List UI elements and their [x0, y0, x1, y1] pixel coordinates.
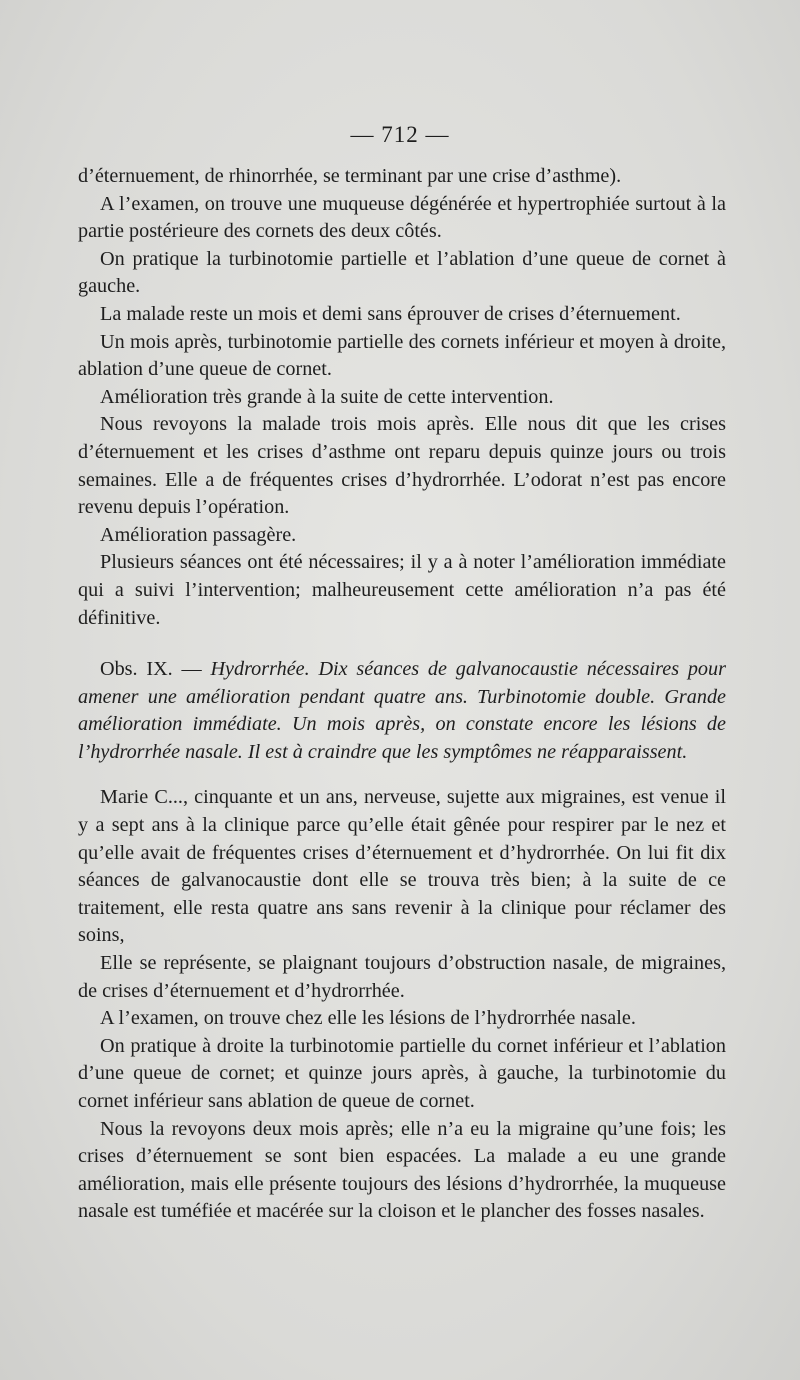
paragraph: La malade reste un mois et demi sans éprouver de crises d’éternuement.	[100, 302, 681, 325]
paragraph: Amélioration très grande à la suite de cette intervention.	[100, 385, 554, 408]
observation-summary: Hydrorrhée. Dix séances de galvanocaustie nécessaires pour amener une amélioration pendant quatre ans. Turbinotomie double. Grande amélioration immédiate. Un mois après, on constate encore les lésions de l’hydrorrhée nasale. Il est à craindre que les symptômes ne réapparaissent.	[78, 658, 726, 763]
paragraph: On pratique la turbinotomie partielle et l’ablation d’une queue de cornet à gauche.	[78, 247, 726, 298]
page-body	[78, 163, 726, 1226]
paragraph: d’éternuement, de rhinorrhée, se terminant par une crise d’asthme).	[78, 165, 622, 187]
paragraph: Nous la revoyons deux mois après; elle n’a eu la migraine qu’une fois; les crises d’éternuement se sont bien espacées. La malade a eu une grande amélioration, mais elle présente toujours des lésions d’hydrorrhée, la muqueuse nasale est tuméfiée et macérée sur la cloison et le plancher des fosses nasales.	[78, 1117, 726, 1223]
paragraph: Plusieurs séances ont été nécessaires; il y a à noter l’amélioration immédiate qui a suivi l’intervention; malheureusement cette amélioration n’a pas été définitive.	[78, 551, 726, 629]
paragraph: Marie C..., cinquante et un ans, nerveuse, sujette aux migraines, est venue il y a sept ans à la clinique parce qu’elle était gênée pour respirer par le nez et qu’elle avait de fréquentes crises d’éternuement et d’hydrorrhée. On lui fit dix séances de galvanocaustie dont elle se trouva très bien; à la suite de ce traitement, elle resta quatre ans sans revenir à la clinique pour réclamer des soins,	[78, 786, 726, 947]
paragraph: Elle se représente, se plaignant toujours d’obstruction nasale, de migraines, de crises d’éternuement et d’hydrorrhée.	[78, 952, 726, 1002]
page-number: — 712 —	[350, 122, 450, 147]
observation-number: Obs. IX. —	[100, 658, 211, 681]
paragraph: On pratique à droite la turbinotomie partielle du cornet inférieur et l’ablation d’une queue de cornet; et quinze jours après, à gauche, la turbinotomie du cornet inférieur sans ablation de queue de cornet.	[78, 1034, 726, 1112]
paragraph: Un mois après, turbinotomie partielle des cornets inférieur et moyen à droite, ablation d’une queue de cornet.	[78, 330, 726, 381]
paragraph: A l’examen, on trouve une muqueuse dégénérée et hypertrophiée surtout à la partie postérieure des cornets des deux côtés.	[78, 192, 726, 243]
paragraph: Nous revoyons la malade trois mois après. Elle nous dit que les crises d’éternuement et les crises d’asthme ont reparu depuis quinze jours ou trois semaines. Elle a de fréquentes crises d’hydrorrhée. L’odorat n’est pas encore revenu depuis l’opération.	[78, 413, 726, 519]
paragraph: Amélioration passagère.	[100, 523, 297, 546]
observation-heading	[78, 656, 726, 766]
paragraph: A l’examen, on trouve chez elle les lésions de l’hydrorrhée nasale.	[100, 1007, 636, 1030]
